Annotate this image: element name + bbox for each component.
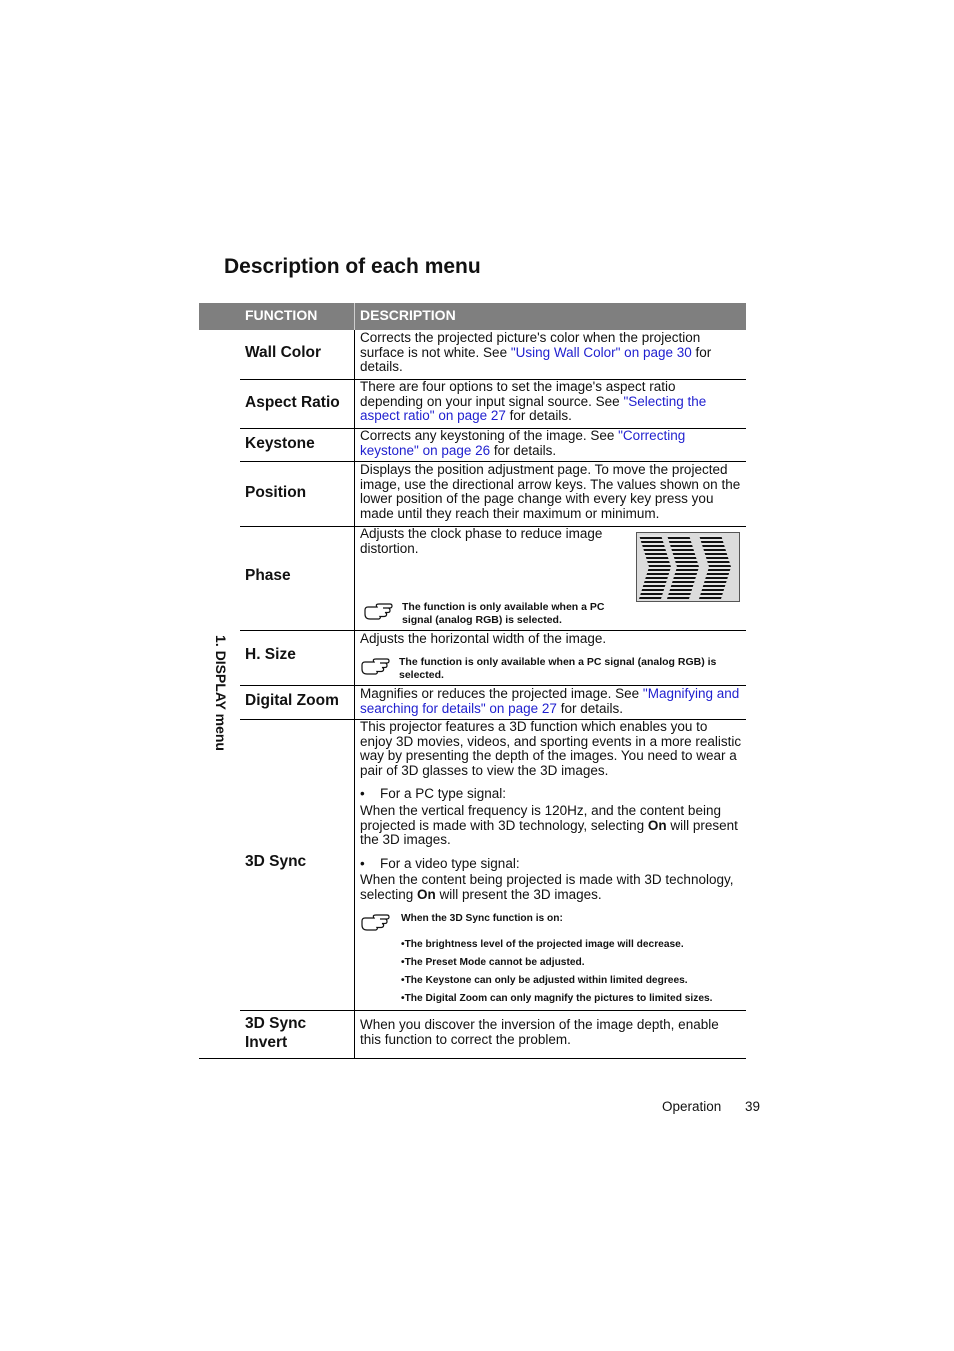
header-function: FUNCTION (245, 307, 318, 323)
description-text: for details. (556, 700, 623, 716)
page-title: Description of each menu (224, 255, 481, 278)
note-title: When the 3D Sync function is on: (401, 912, 563, 924)
table-row-3d-sync-invert (240, 1011, 746, 1058)
table-row-keystone (240, 429, 746, 462)
distortion-pattern (637, 533, 739, 601)
note-item: •The brightness level of the projected image will decrease. (401, 938, 684, 950)
note (360, 912, 742, 1008)
note-item: •The Preset Mode cannot be adjusted. (401, 956, 585, 968)
table-row-digital-zoom (240, 686, 746, 720)
note-text: The function is only available when a PC signal (analog RGB) is selected. (399, 655, 717, 681)
footer-section-name: Operation (662, 1099, 722, 1114)
pointing-hand-icon (360, 912, 390, 932)
table-row-wall-color (240, 330, 746, 380)
description (360, 687, 742, 716)
note-item: •The Digital Zoom can only magnify the pictures to limited sizes. (401, 992, 713, 1004)
reference-link[interactable]: "Correcting keystone" on page 26 (360, 428, 686, 458)
note-text: The function is only available when a PC signal (analog RGB) is selected. (402, 601, 605, 626)
page-number: 39 (745, 1099, 761, 1114)
phase-distortion-image (636, 532, 740, 602)
table-row-h-size (240, 631, 746, 686)
description-text: Adjusts the clock phase to reduce image distortion. (360, 526, 603, 556)
bullet-item: • For a PC type signal: (360, 787, 742, 802)
function-name: Position (245, 484, 307, 501)
table-row-position (240, 462, 746, 527)
note-item: •The Keystone can only be adjusted within limited degrees. (401, 974, 688, 986)
table-row-phase (240, 527, 746, 631)
reference-link[interactable]: "Selecting the aspect ratio" on page 27 (360, 393, 707, 424)
bullet-item: • For a video type signal: (360, 857, 742, 872)
note-list (401, 936, 742, 1008)
function-name: Phase (245, 567, 291, 584)
function-name: Aspect Ratio (245, 394, 340, 411)
description (360, 380, 742, 424)
description-text: Magnifies or reduces the projected image. See (360, 686, 643, 701)
description-text: When the content being projected is made with 3D technology, selecting On will present the 3D images. (360, 872, 734, 902)
description (360, 331, 742, 375)
header-description: DESCRIPTION (360, 307, 456, 323)
description: Displays the position adjustment page. To move the projected image, use the directional arrow keys. The values shown on the lower position of the page change with every key press you made until they reach their maximum or minimum. (360, 462, 741, 521)
header-divider (354, 303, 355, 330)
function-name: H. Size (245, 646, 296, 663)
description (360, 720, 742, 1008)
function-name: Keystone (245, 435, 315, 452)
pointing-hand-icon (360, 656, 390, 676)
table-row-aspect-ratio (240, 380, 746, 429)
description-text: for details. (490, 442, 557, 458)
group-label-text: 1. DISPLAY menu (213, 635, 229, 751)
description-text: Adjusts the horizontal width of the image. (360, 631, 607, 646)
table-header (199, 303, 746, 330)
reference-link[interactable]: "Magnifying and searching for details" on page 27 (360, 686, 740, 716)
description: When you discover the inversion of the image depth, enable this function to correct the problem. (360, 1017, 719, 1047)
description-text: When the vertical frequency is 120Hz, and the content being projected is made with 3D technology, selecting On will present the 3D images. (360, 802, 738, 848)
function-name: Wall Color (245, 344, 322, 361)
pointing-hand-icon (363, 601, 393, 621)
table-bottom-border (199, 1058, 746, 1059)
description-text: There are four options to set the image's aspect ratio depending on your input signal source. See (360, 379, 676, 409)
description-text: Corrects the projected picture's color when the projection surface is not white. See (360, 330, 701, 360)
note (360, 656, 742, 682)
description-text: Corrects any keystoning of the image. See (360, 428, 619, 443)
reference-link[interactable]: "Using Wall Color" on page 30 (510, 344, 692, 360)
function-name: Digital Zoom (245, 692, 339, 709)
description-text: This projector features a 3D function which enables you to enjoy 3D movies, videos, and sporting events in a more realistic way by presenting the depth of the images. You need to wear a pair of 3D glasses to view the 3D images. (360, 719, 742, 778)
function-name: 3D Sync (245, 853, 307, 870)
description (360, 429, 742, 458)
function-name: 3D Sync Invert (245, 1015, 307, 1051)
description-text: for details. (360, 344, 712, 375)
description (360, 527, 742, 631)
table-row-3d-sync (240, 720, 746, 1011)
description (360, 632, 742, 682)
note (363, 601, 618, 627)
description-text: for details. (505, 408, 572, 424)
